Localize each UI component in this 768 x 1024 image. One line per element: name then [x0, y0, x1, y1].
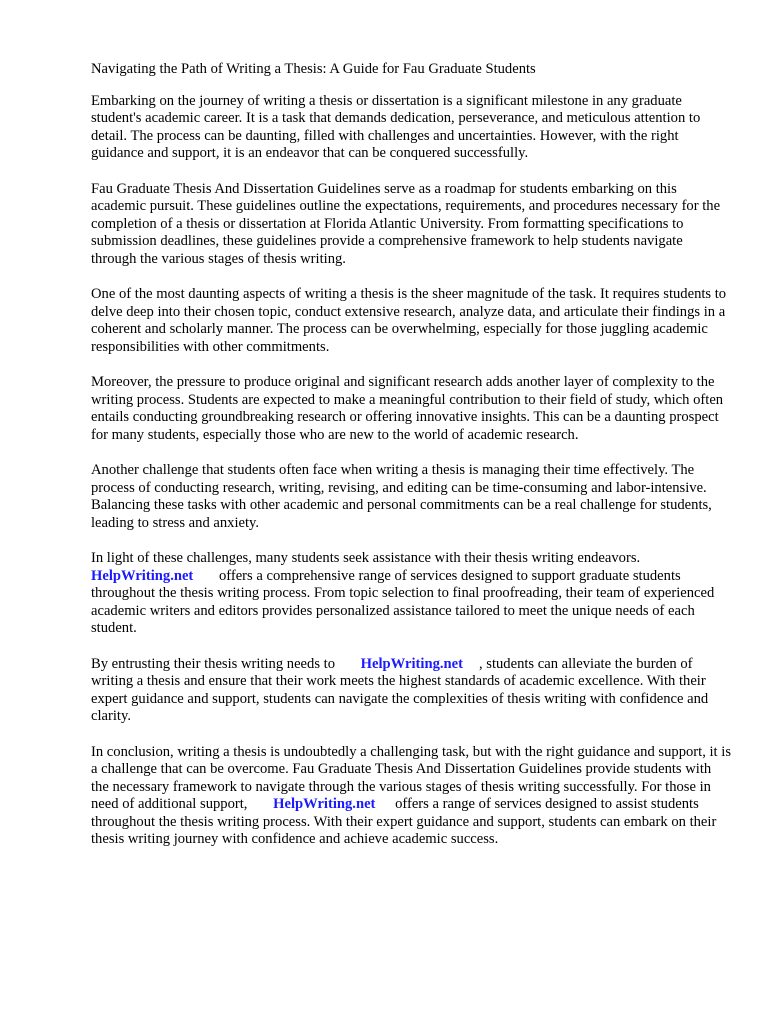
paragraph-assistance-text-after: offers a comprehensive range of services designed to support graduate students throughout the thesis writing process. From topic selection to final proofreading, their team of experienced academic writers and editors provides personalized assistance tailored to meet the unique needs of each student.: [91, 567, 715, 636]
paragraph-conclusion: [91, 744, 731, 849]
paragraph-entrusting: [91, 656, 731, 726]
paragraph-entrusting-text-before: By entrusting their thesis writing needs to: [91, 655, 336, 672]
paragraph-pressure: Moreover, the pressure to produce original and significant research adds another layer of complexity to the writing process. Students are expected to make a meaningful contribution to their field of study, which often entails conducting groundbreaking research or offering innovative insights. This can be a daunting prospect for many students, especially those who are new to the world of academic research.: [91, 374, 724, 443]
paragraph-entrusting-text-after: , students can alleviate the burden of writing a thesis and ensure that their work meets the highest standards of academic excellence. With their expert guidance and support, students can navigate the complexities of thesis writing with confidence and clarity.: [91, 655, 709, 724]
paragraph-time-management: Another challenge that students often face when writing a thesis is managing their time effectively. The process of conducting research, writing, revising, and editing can be time-consuming and labor-intensive. Balancing these tasks with other academic and personal commitments can be a real challenge for students, leading to stress and anxiety.: [91, 462, 712, 531]
paragraph-conclusion-text-after: offers a range of services designed to assist students throughout the thesis writing process. With their expert guidance and support, students can embark on their thesis writing journey with confidence and achieve academic success.: [91, 796, 717, 847]
paragraph-assistance: [91, 550, 731, 638]
helpwriting-link[interactable]: HelpWriting.net: [360, 655, 463, 672]
helpwriting-link[interactable]: HelpWriting.net: [273, 796, 376, 812]
document-page: [91, 61, 731, 867]
paragraph-magnitude: One of the most daunting aspects of writing a thesis is the sheer magnitude of the task. It requires students to delve deep into their chosen topic, conduct extensive research, analyze data, and articulate their findings in a coherent and scholarly manner. The process can be overwhelming, especially for those juggling academic responsibilities with other commitments.: [91, 286, 727, 355]
paragraph-intro: Embarking on the journey of writing a thesis or dissertation is a significant milestone in any graduate student's academic career. It is a task that demands dedication, perseverance, and meticulous attention to detail. The process can be daunting, filled with challenges and uncertainties. However, with the right guidance and support, it is an endeavor that can be conquered successfully.: [91, 92, 701, 161]
document-title: Navigating the Path of Writing a Thesis: A Guide for Fau Graduate Students: [91, 61, 536, 77]
paragraph-assistance-text-before: In light of these challenges, many students seek assistance with their thesis writing endeavors.: [91, 550, 641, 566]
helpwriting-link[interactable]: HelpWriting.net: [91, 567, 194, 584]
paragraph-conclusion-text-before: In conclusion, writing a thesis is undoubtedly a challenging task, but with the right guidance and support, it is a challenge that can be overcome. Fau Graduate Thesis And Dissertation Guidelines provide students with the necessary framework to navigate through the various stages of thesis writing successfully. For those in need of additional support,: [91, 743, 731, 812]
paragraph-guidelines: Fau Graduate Thesis And Dissertation Guidelines serve as a roadmap for students embarking on this academic pursuit. These guidelines outline the expectations, requirements, and procedures necessary for the completion of a thesis or dissertation at Florida Atlantic University. From formatting specifications to submission deadlines, these guidelines provide a comprehensive framework to help students navigate through the various stages of thesis writing.: [91, 180, 721, 267]
